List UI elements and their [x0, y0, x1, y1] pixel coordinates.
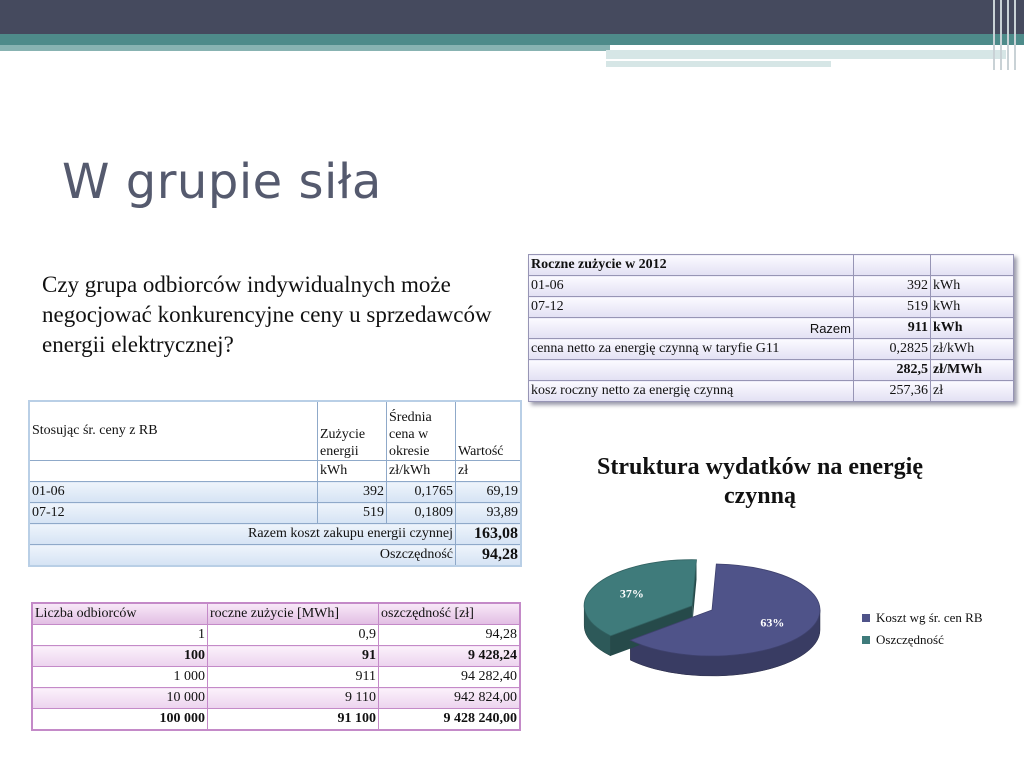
- table-cell: 9 110: [208, 688, 379, 709]
- group-header-count: Liczba odbiorców: [32, 603, 208, 625]
- rb-savings-label: Oszczędność: [29, 545, 456, 567]
- table-row: [29, 524, 521, 545]
- table-cell: 07-12: [29, 503, 318, 524]
- chart-title: Struktura wydatków na energię czynną: [596, 454, 923, 509]
- table-cell: kWh: [931, 276, 1014, 297]
- table-row: [529, 339, 1014, 360]
- table-cell: 1 000: [32, 667, 208, 688]
- table-cell: 282,5: [854, 360, 931, 381]
- table-cell: zł/kWh: [931, 339, 1014, 360]
- table-cell: [854, 255, 931, 276]
- question-text: Czy grupa odbiorców indywidualnych może negocjować konkurencyjne ceny u sprzedawców energii elektrycznej?: [42, 272, 492, 357]
- pie-slice-label: 63%: [760, 615, 785, 630]
- table-cell: kosz roczny netto za energię czynną: [529, 381, 854, 402]
- usage-table-title: Roczne zużycie w 2012: [529, 255, 854, 276]
- header-divider-line: [993, 0, 995, 70]
- table-cell: 01-06: [29, 482, 318, 503]
- rb-price-table: [28, 400, 522, 567]
- rb-header-usage: Zużycie energii: [318, 401, 387, 461]
- table-cell: 392: [854, 276, 931, 297]
- table-row: [529, 381, 1014, 402]
- table-row: [32, 603, 520, 625]
- table-row: [32, 688, 520, 709]
- legend-swatch: [862, 614, 870, 622]
- table-cell: 392: [318, 482, 387, 503]
- table-row: [32, 625, 520, 646]
- table-row: [29, 545, 521, 567]
- table-cell: 1: [32, 625, 208, 646]
- table-cell: 94,28: [379, 625, 521, 646]
- table-row: [529, 318, 1014, 339]
- table-cell: zł/kWh: [387, 461, 456, 482]
- table-cell: 93,89: [456, 503, 522, 524]
- table-cell: [29, 461, 318, 482]
- table-cell: 9 428,24: [379, 646, 521, 667]
- table-row: [32, 646, 520, 667]
- table-cell: 01-06: [529, 276, 854, 297]
- table-cell: 519: [318, 503, 387, 524]
- legend-item: [862, 607, 983, 629]
- table-cell: [931, 255, 1014, 276]
- table-cell: 942 824,00: [379, 688, 521, 709]
- pie-slice-label: 37%: [619, 586, 644, 601]
- header-divider-line: [1000, 0, 1002, 70]
- table-cell: 10 000: [32, 688, 208, 709]
- annual-usage-table: [528, 254, 1014, 402]
- table-row: [529, 360, 1014, 381]
- table-cell: 100: [32, 646, 208, 667]
- header-band-pale-1: [606, 50, 1006, 59]
- table-cell: 0,9: [208, 625, 379, 646]
- table-cell: zł/MWh: [931, 360, 1014, 381]
- table-cell: cenna netto za energię czynną w taryfie G11: [529, 339, 854, 360]
- table-cell: 91 100: [208, 709, 379, 731]
- table-row: [29, 482, 521, 503]
- table-cell: 07-12: [529, 297, 854, 318]
- header-band-pale-2: [606, 61, 831, 67]
- legend-label: Koszt wg śr. cen RB: [876, 610, 983, 625]
- table-cell: kWh: [931, 318, 1014, 339]
- rb-total-label: Razem koszt zakupu energii czynnej: [29, 524, 456, 545]
- rb-header-label: Stosując śr. ceny z RB: [29, 401, 318, 461]
- table-cell: 911: [854, 318, 931, 339]
- table-cell: 9 428 240,00: [379, 709, 521, 731]
- table-row: [529, 276, 1014, 297]
- group-header-usage: roczne zużycie [MWh]: [208, 603, 379, 625]
- table-cell: 0,2825: [854, 339, 931, 360]
- table-cell: kWh: [931, 297, 1014, 318]
- table-cell: zł: [456, 461, 522, 482]
- table-row: [529, 297, 1014, 318]
- chart-legend: [862, 607, 983, 651]
- header-divider-line: [1014, 0, 1016, 70]
- header-band-dark: [0, 0, 1024, 34]
- header-band-teal: [0, 34, 1024, 45]
- table-row: [32, 667, 520, 688]
- legend-item: [862, 629, 983, 651]
- table-cell: 94 282,40: [379, 667, 521, 688]
- table-cell: 519: [854, 297, 931, 318]
- slide-title: W grupie siła: [62, 154, 382, 210]
- rb-header-price: Średnia cena w okresie: [387, 401, 456, 461]
- header-band-teal-light: [0, 45, 610, 51]
- table-cell: zł: [931, 381, 1014, 402]
- table-cell: 911: [208, 667, 379, 688]
- legend-swatch: [862, 636, 870, 644]
- group-savings-table: [31, 602, 521, 731]
- rb-savings-value: 94,28: [456, 545, 522, 567]
- table-cell: 100 000: [32, 709, 208, 731]
- table-cell: kWh: [318, 461, 387, 482]
- header-divider-line: [1007, 0, 1009, 70]
- table-cell: 91: [208, 646, 379, 667]
- rb-total-value: 163,08: [456, 524, 522, 545]
- table-cell: 0,1765: [387, 482, 456, 503]
- table-cell: 69,19: [456, 482, 522, 503]
- table-cell: 257,36: [854, 381, 931, 402]
- table-cell: 0,1809: [387, 503, 456, 524]
- table-cell: [529, 360, 854, 381]
- table-row: [32, 709, 520, 731]
- group-header-savings: oszczędność [zł]: [379, 603, 521, 625]
- pie-chart: [540, 555, 840, 705]
- table-row: [529, 255, 1014, 276]
- legend-label: Oszczędność: [876, 632, 944, 647]
- table-row: [29, 503, 521, 524]
- table-cell: Razem: [529, 318, 854, 339]
- rb-header-value: Wartość: [456, 401, 522, 461]
